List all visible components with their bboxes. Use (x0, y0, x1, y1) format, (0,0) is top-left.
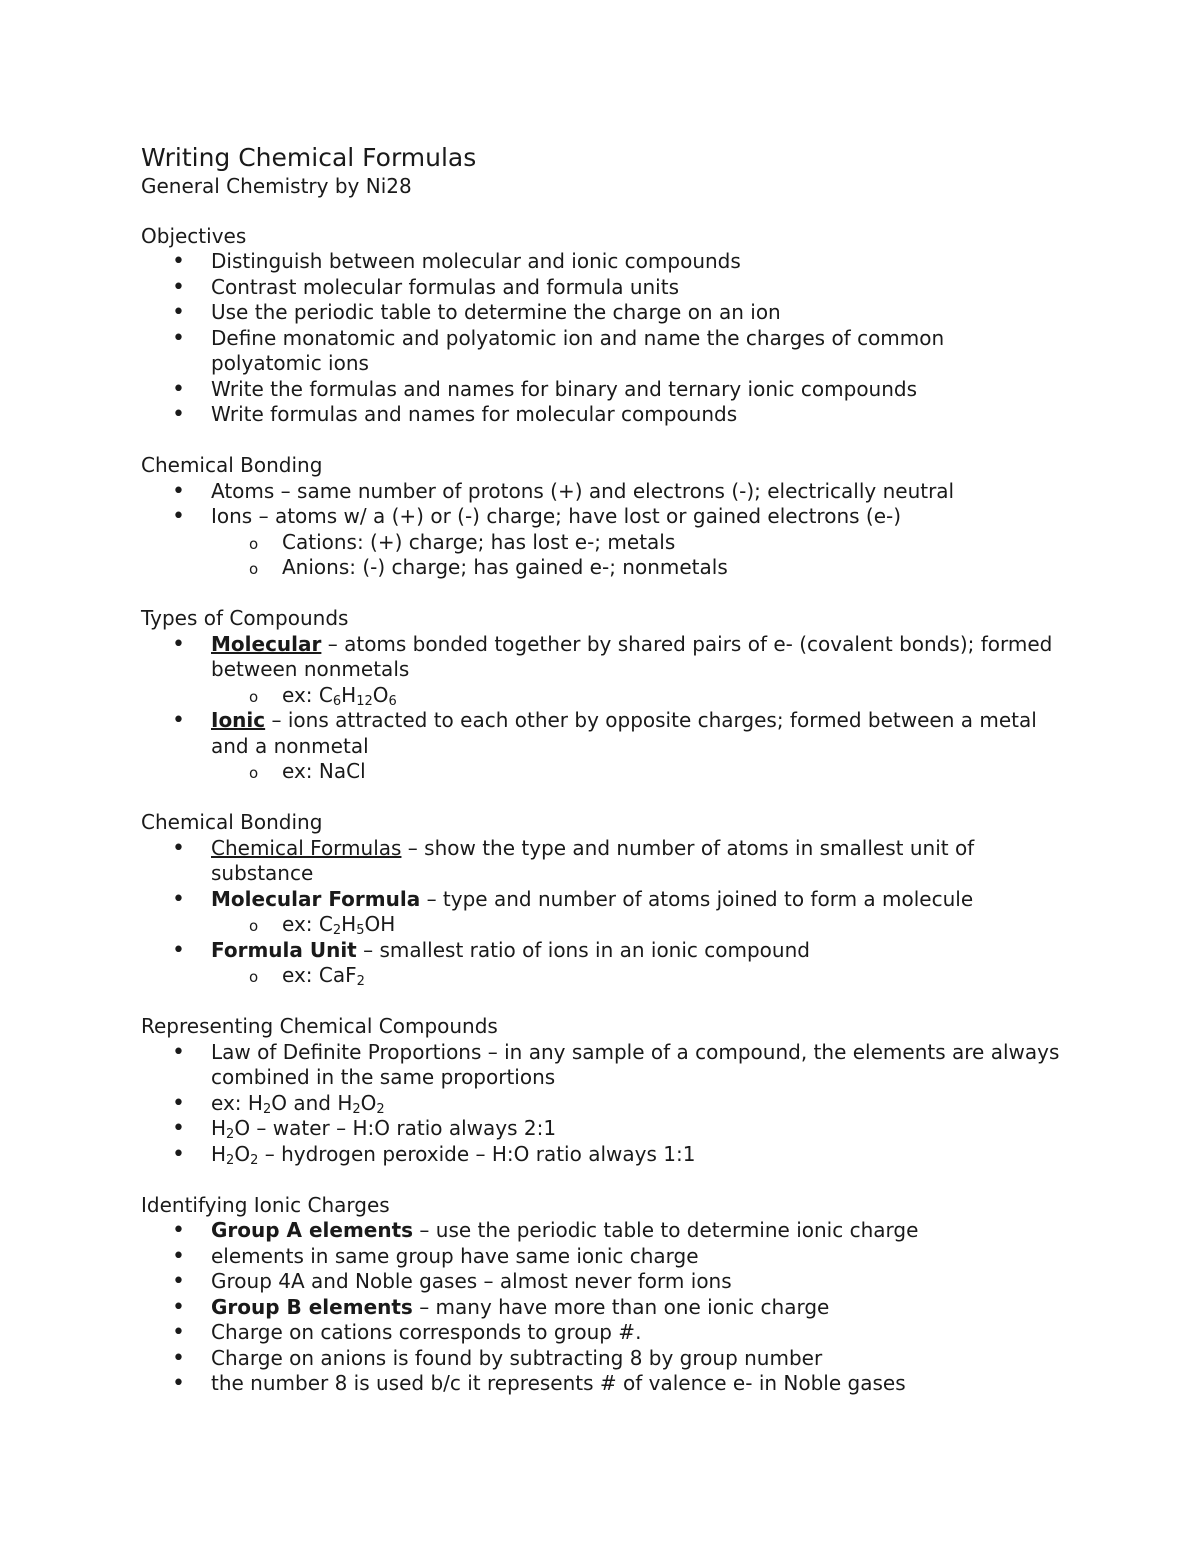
chemical-bonding-2-section (141, 810, 1061, 989)
list-item-example: • ex: $H_2O$ and $H_2O_2$ (141, 1091, 1061, 1117)
chemical-bonding-list (141, 479, 1061, 581)
representing-heading: Representing Chemical Compounds (141, 1014, 498, 1038)
term-molecular: Molecular (211, 631, 322, 656)
term-ionic: Ionic (211, 708, 266, 732)
sub-item-ethanol-example: o ex: $C_2H_5OH$ (141, 912, 1061, 938)
identifying-list (141, 1218, 1061, 1397)
list-item-chemical-formulas: • Chemical Formulas – show the type and number of atoms in smallest unit of substance (141, 836, 1061, 887)
list-item-molecular: • Molecular – atoms bonded together by shared pairs of e- (covalent bonds); formed between nonmetals (141, 632, 1061, 683)
list-item-molecular-formula: • Molecular Formula – type and number of atoms joined to form a molecule (141, 887, 1061, 913)
chemical-bonding-section (141, 453, 1061, 581)
list-item: • Write the formulas and names for binary and ternary ionic compounds (141, 377, 1061, 403)
list-item-anions: • Charge on anions is found by subtracting 8 by group number (141, 1346, 1061, 1372)
identifying-heading: Identifying Ionic Charges (141, 1192, 390, 1217)
list-item-ions: • Ions – atoms w/ a (+) or (-) charge; have lost or gained electrons (e-) (141, 504, 1061, 530)
term-chemical-formulas: Chemical Formulas (211, 835, 402, 860)
list-item-ionic: • Ionic – ions attracted to each other by opposite charges; formed between a metal and a nonmetal (141, 708, 1061, 759)
types-of-compounds-section (141, 606, 1061, 785)
chemical-bonding-2-list (141, 836, 1061, 989)
list-item-atoms: • Atoms – same number of protons (+) and electrons (-); electrically neutral (141, 479, 1061, 505)
term-molecular-formula: Molecular Formula (211, 886, 421, 911)
sub-item-anions: o Anions: (-) charge; has gained e-; nonmetals (141, 555, 1061, 581)
list-item-same-group: • elements in same group have same ionic charge (141, 1244, 1061, 1270)
representing-section (141, 1014, 1061, 1167)
page-subtitle: General Chemistry by Ni28 (141, 174, 412, 198)
types-of-compounds-heading: Types of Compounds (141, 606, 349, 630)
sub-item-caf2-example: o ex: CaF$_2$ (141, 963, 1061, 989)
page-title: Writing Chemical Formulas (141, 143, 477, 172)
list-item-noble: • Group 4A and Noble gases – almost never form ions (141, 1269, 1061, 1295)
objectives-list (141, 249, 1061, 428)
list-item-eight: • the number 8 is used b/c it represents # of valence e- in Noble gases (141, 1371, 1061, 1397)
identifying-section (141, 1193, 1061, 1397)
list-item: • Contrast molecular formulas and formula units (141, 275, 1061, 301)
list-item: • Write formulas and names for molecular compounds (141, 402, 1061, 428)
list-item-group-b: • Group B elements – many have more than one ionic charge (141, 1295, 1061, 1321)
chemical-bonding-2-heading: Chemical Bonding (141, 810, 323, 834)
types-list (141, 632, 1061, 785)
list-item-group-a: • Group A elements – use the periodic table to determine ionic charge (141, 1218, 1061, 1244)
term-formula-unit: Formula Unit (211, 937, 357, 962)
document-content (141, 142, 1061, 1422)
list-item: • Use the periodic table to determine the charge on an ion (141, 300, 1061, 326)
list-item-peroxide: • $H_2O_2$ – hydrogen peroxide – H:O ratio always 1:1 (141, 1142, 1061, 1168)
objectives-heading: Objectives (141, 223, 247, 248)
list-item: • Define monatomic and polyatomic ion and name the charges of common polyatomic ions (141, 326, 1061, 377)
chemical-bonding-heading: Chemical Bonding (141, 453, 323, 477)
representing-list (141, 1040, 1061, 1168)
list-item-formula-unit: • Formula Unit – smallest ratio of ions in an ionic compound (141, 938, 1061, 964)
list-item-cations: • Charge on cations corresponds to group #. (141, 1320, 1061, 1346)
sub-item-ionic-example: o ex: NaCl (141, 759, 1061, 785)
list-item-water: • $H_2O$ – water – H:O ratio always 2:1 (141, 1116, 1061, 1142)
sub-item-cations: o Cations: (+) charge; has lost e-; metals (141, 530, 1061, 556)
objectives-section (141, 224, 1061, 428)
list-item: • Distinguish between molecular and ionic compounds (141, 249, 1061, 275)
term-group-b: Group B elements (211, 1294, 413, 1319)
term-group-a: Group A elements (211, 1218, 414, 1242)
sub-item-molecular-example: o ex: $C_6H_{12}O_6$ (141, 683, 1061, 709)
list-item-law: • Law of Definite Proportions – in any sample of a compound, the elements are always combined in the same proportions (141, 1040, 1061, 1091)
